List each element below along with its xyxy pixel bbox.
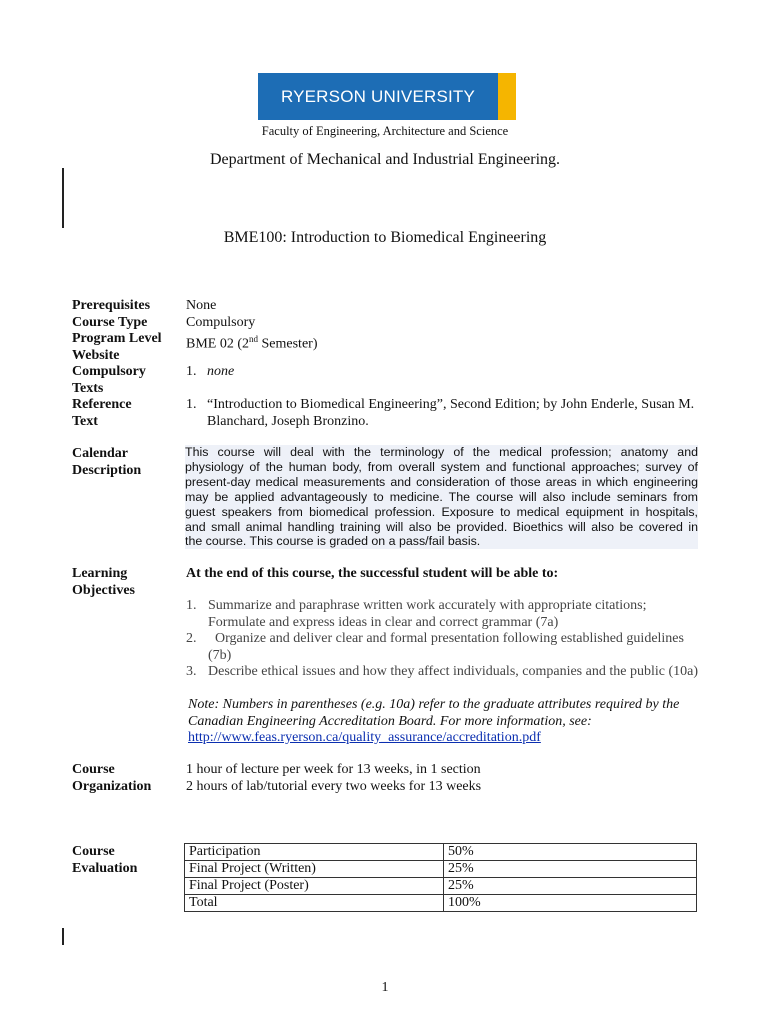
evaluation-item: Final Project (Poster) [185,878,444,895]
calendar-line: guest speakers from biomedical profession. Exposure to medical equipment in hospitals, [185,504,698,519]
calendar-line: present-day medical measurements and consideration of those areas in which engineering [185,474,698,489]
calendar-description [185,445,698,549]
logo-wordmark: RYERSON UNIVERSITY [258,73,498,120]
objectives-heading: At the end of this course, the successful student will be able to: [186,566,559,581]
calendar-label-1: Calendar [72,446,128,461]
evaluation-item: Total [185,895,444,912]
faculty-name: Faculty of Engineering, Architecture and Science [261,124,509,138]
page-number: 1 [381,980,389,995]
objective-1-line-1: Summarize and paraphrase written work accurately with appropriate citations; [208,598,647,613]
calendar-line: and small animal handling training will also be provided. Bioethics will also be covered in [185,519,698,534]
program-level-label: Program Level [72,331,162,346]
reference-line-2: Blanchard, Joseph Bronzino. [207,413,369,429]
organization-line-1: 1 hour of lecture per week for 13 weeks, in 1 section [186,762,481,777]
objective-2-line-1: Organize and deliver clear and formal presentation following established guidelines [215,631,684,646]
objective-2-line-2: (7b) [208,647,232,663]
reference-label: Reference [72,397,132,412]
calendar-line: the course. This course is graded on a pass/fail basis. [185,534,481,549]
note-line-2: Canadian Engineering Accreditation Board. For more information, see: [188,713,592,729]
prerequisites-value: None [186,298,217,313]
objective-1-line-2: Formulate and express ideas in clear and correct grammar (7a) [208,614,559,630]
reference-line-1: “Introduction to Biomedical Engineering”, Second Edition; by John Enderle, Susan M. [207,397,695,412]
revision-bar [62,928,64,945]
program-level-pre: BME 02 (2 [186,336,249,352]
evaluation-weight: 25% [444,878,697,895]
organization-line-2: 2 hours of lab/tutorial every two weeks for 13 weeks [186,778,482,794]
program-level-sup: nd [249,334,258,344]
program-level-value [186,331,317,353]
objectives-label-1: Learning [72,566,128,581]
table-row [185,895,697,912]
objective-3-line-1: Describe ethical issues and how they affect individuals, companies and the public (10a) [208,664,698,679]
department-name: Department of Mechanical and Industrial Engineering. [209,151,561,168]
program-level-post: Semester) [258,336,318,352]
evaluation-label-2: Evaluation [72,860,138,876]
evaluation-item: Final Project (Written) [185,861,444,878]
logo-gold-bar [498,73,516,120]
evaluation-item: Participation [185,844,444,861]
text-label: Text [72,413,98,429]
objective-3-num: 3. [186,664,197,679]
evaluation-label-1: Course [72,844,115,859]
accreditation-link[interactable]: http://www.feas.ryerson.ca/quality_assurance/accreditation.pdf [188,730,541,745]
calendar-label-2: Description [72,462,142,478]
evaluation-weight: 100% [444,895,697,912]
objectives-label-2: Objectives [72,582,135,598]
website-label: Website [72,347,120,363]
calendar-line: This course will deal with the terminology of the medical profession; anatomy and [185,445,698,459]
note-line-1: Note: Numbers in parentheses (e.g. 10a) refer to the graduate attributes required by the [188,697,680,712]
texts-label: Texts [72,380,104,396]
course-title: BME100: Introduction to Biomedical Engineering [223,229,547,246]
reference-num: 1. [186,397,197,412]
evaluation-weight: 25% [444,861,697,878]
objective-2-num: 2. [186,631,197,646]
course-type-value: Compulsory [186,314,256,330]
prerequisites-label: Prerequisites [72,298,151,313]
organization-label-2: Organization [72,778,152,794]
table-row [185,861,697,878]
table-row [185,844,697,861]
evaluation-table [184,843,697,912]
compulsory-label: Compulsory [72,364,146,379]
ryerson-logo [258,73,516,120]
objective-1-num: 1. [186,598,197,613]
calendar-line: may be applied advantageously to medicine. The course will also include seminars from [185,489,698,504]
compulsory-value: none [207,364,235,379]
calendar-line: physiology of the human body, from overall system and functional approaches; survey of [185,459,698,474]
revision-bar [62,168,64,228]
organization-label-1: Course [72,762,115,777]
evaluation-weight: 50% [444,844,697,861]
table-row [185,878,697,895]
compulsory-num: 1. [186,364,197,379]
course-type-label: Course Type [72,314,148,330]
